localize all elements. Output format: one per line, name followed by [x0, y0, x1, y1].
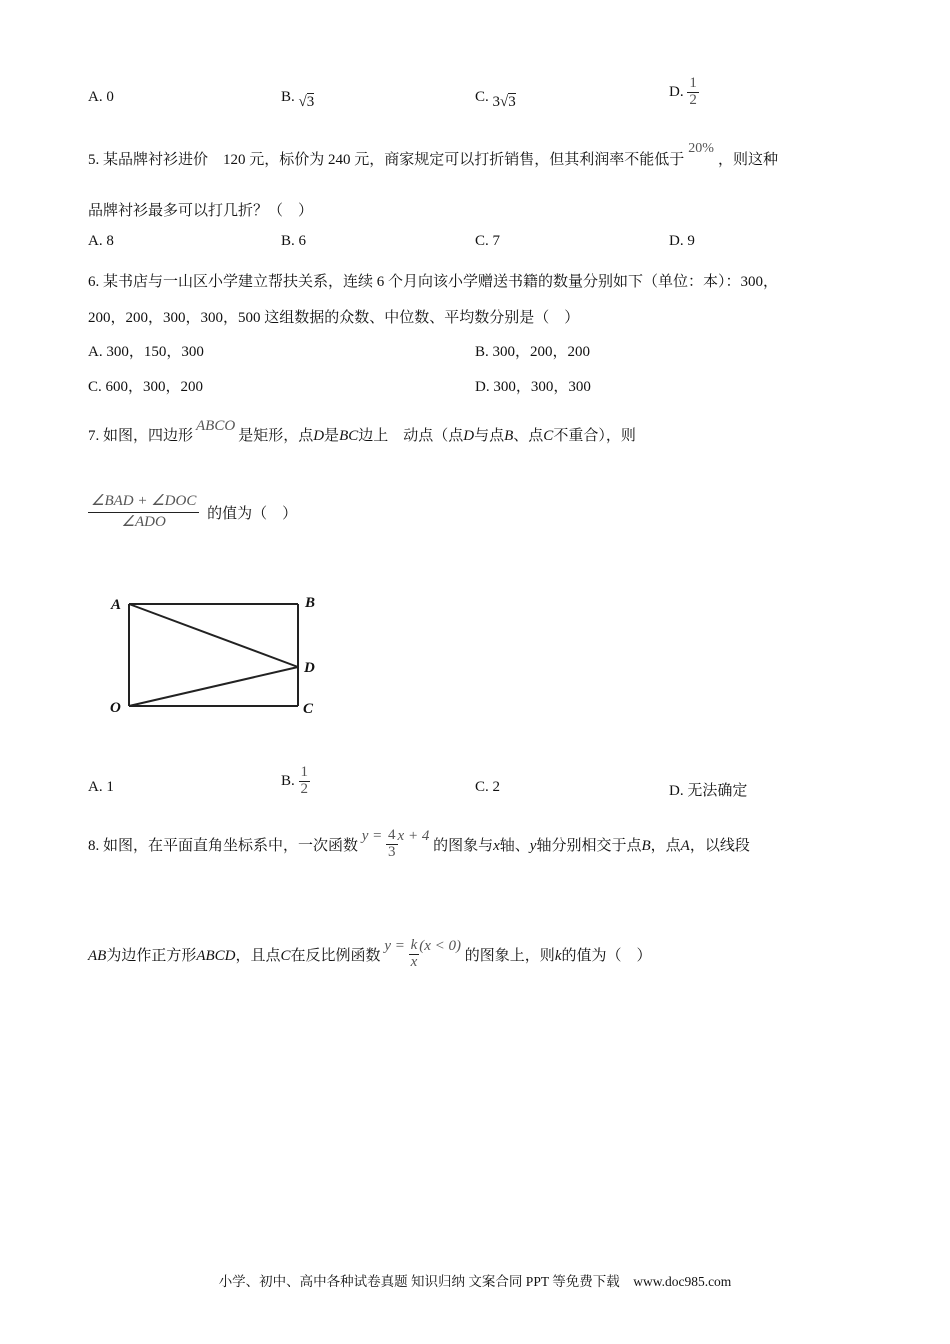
q7-text: 7. 如图，四边形 [88, 428, 194, 444]
q8-function-lhs: y = [361, 827, 387, 844]
q8-text-e: ，以线段 [689, 837, 750, 854]
q7-text-e: 、点 [513, 428, 544, 444]
q6-line2: 200，200，300，300，500 这组数据的众数、中位数、平均数分别是（ ） [88, 310, 580, 326]
q8-segment-ab: AB [88, 947, 107, 964]
q7-fraction [88, 494, 199, 531]
q8-line2-start [88, 948, 381, 964]
q7-point-d: D [313, 428, 325, 444]
q5-text-end: ，则这种 [717, 152, 778, 168]
segment-od [129, 667, 298, 706]
label-c: C [303, 701, 314, 717]
q8-inverse-function [384, 937, 464, 970]
q7-line1 [88, 418, 636, 445]
q8-text-h: 在反比例函数 [290, 947, 381, 964]
q8-tail: 的值为（ ） [561, 947, 652, 964]
q8-point-c: C [280, 947, 291, 964]
q4-option-b-sqrt: √3 [298, 94, 315, 110]
q8-inverse-condition: (x < 0) [419, 937, 462, 954]
q8-square: ABCD [196, 947, 236, 964]
q5-line1 [88, 141, 778, 169]
fraction-denominator: 3 [388, 843, 396, 860]
q7-point-d-2: D [463, 428, 475, 444]
q5-option-c: C. 7 [475, 233, 501, 249]
fraction-numerator: 1 [300, 764, 309, 780]
q8-text-f: 为边作正方形 [106, 947, 197, 964]
q7-tail: 的值为（ ） [207, 505, 298, 522]
fraction-numerator: 1 [689, 75, 697, 91]
q8-y-axis: y [529, 837, 537, 854]
q4-option-b-radicand: 3 [306, 94, 315, 110]
q7-text-c: 边上 动点（点 [358, 428, 464, 444]
q5-line2: 品牌衬衫最多可以打几折？（ ） [88, 203, 314, 219]
fraction-denominator: ∠ADO [88, 512, 199, 531]
q8-function-rhs: x + 4 [397, 827, 430, 844]
q7-text-f: 不重合），则 [553, 428, 636, 444]
q7-option-d: D. 无法确定 [669, 783, 748, 799]
label-o: O [110, 700, 121, 716]
q8-inverse-fraction [409, 938, 420, 971]
q8-text: 8. 如图，在平面直角坐标系中，一次函数 [88, 837, 359, 854]
q8-function-fraction [386, 828, 398, 861]
q8-text-b: 轴、 [499, 837, 530, 854]
q6-option-b: B. 300，200，200 [475, 344, 591, 360]
q8-line1-rest [433, 838, 750, 854]
q4-option-c-value: 3√3 [492, 94, 516, 110]
q8-inverse-lhs: y = [384, 937, 409, 954]
q7-option-a: A. 1 [88, 779, 114, 795]
q8-point-a: A [680, 837, 690, 854]
q7-point-b: B [504, 428, 514, 444]
q4-option-c [475, 89, 516, 110]
q6-option-c: C. 600，300，200 [88, 379, 204, 395]
segment-ad [129, 604, 298, 667]
q7-expression [88, 494, 297, 531]
q4-option-d-fraction [687, 76, 699, 109]
label-a: A [111, 597, 122, 613]
q4-option-b-label: B. [281, 89, 295, 105]
q7-option-b [281, 765, 310, 798]
q8-line1 [88, 828, 750, 861]
q7-text-b: 是 [324, 428, 340, 444]
fraction-numerator: k [410, 937, 418, 953]
q4-option-c-coef: 3 [492, 94, 501, 110]
q5-text: 5. 某品牌衬衫进价 120 元，标价为 240 元，商家规定可以打折销售，但其利润率不能低于 [88, 152, 685, 168]
q6-option-a: A. 300，150，300 [88, 344, 204, 360]
q8-line2-end [465, 948, 652, 964]
q8-line2 [88, 938, 652, 971]
q8-text-c: 轴分别相交于点 [536, 837, 642, 854]
q6-option-d: D. 300，300，300 [475, 379, 591, 395]
q8-k-variable: k [554, 947, 562, 964]
q8-text-i: 的图象上，则 [464, 947, 555, 964]
q7-rectangle-figure [100, 585, 360, 725]
fraction-numerator: 4 [388, 827, 396, 843]
fraction-denominator: 2 [689, 91, 697, 108]
q5-option-b: B. 6 [281, 233, 307, 249]
q4-option-c-radicand: 3 [508, 94, 516, 110]
fraction-denominator: 2 [300, 780, 309, 797]
q8-text-a: 的图象与 [433, 837, 494, 854]
q7-segment-bc: BC [339, 428, 359, 444]
q4-option-b [281, 89, 315, 110]
label-d: D [304, 660, 315, 676]
q7-shape: ABCO [196, 418, 236, 434]
q8-point-b: B [641, 837, 651, 854]
q8-linear-function [361, 827, 433, 860]
q8-text-d: ，点 [650, 837, 681, 854]
fraction-numerator: ∠BAD + ∠DOC [91, 493, 197, 509]
q6-line1: 6. 某书店与一山区小学建立帮扶关系，连续 6 个月向该小学赠送书籍的数量分别如下（单位：本）：300， [88, 274, 779, 290]
q5-rate: 20% [688, 141, 714, 156]
q7-option-b-label: B. [281, 772, 295, 789]
q5-option-d: D. 9 [669, 233, 695, 249]
q8-text-g: ，且点 [235, 947, 281, 964]
q4-option-d [669, 76, 699, 109]
q7-option-c: C. 2 [475, 779, 501, 795]
q8-x-axis: x [493, 837, 500, 854]
q4-option-a: A. 0 [88, 89, 114, 105]
q4-option-d-label: D. [669, 83, 684, 100]
label-b: B [305, 595, 316, 611]
fraction-denominator: x [410, 953, 418, 970]
page-footer: 小学、初中、高中各种试卷真题 知识归纳 文案合同 PPT 等免费下载 www.doc985.com [218, 1274, 732, 1289]
q4-option-c-label: C. [475, 89, 489, 105]
q5-option-a: A. 8 [88, 233, 114, 249]
q7-point-c: C [543, 428, 554, 444]
q7-text-d: 与点 [474, 428, 505, 444]
q7-text-a: 是矩形，点 [238, 428, 314, 444]
q7-option-b-fraction [299, 765, 311, 798]
